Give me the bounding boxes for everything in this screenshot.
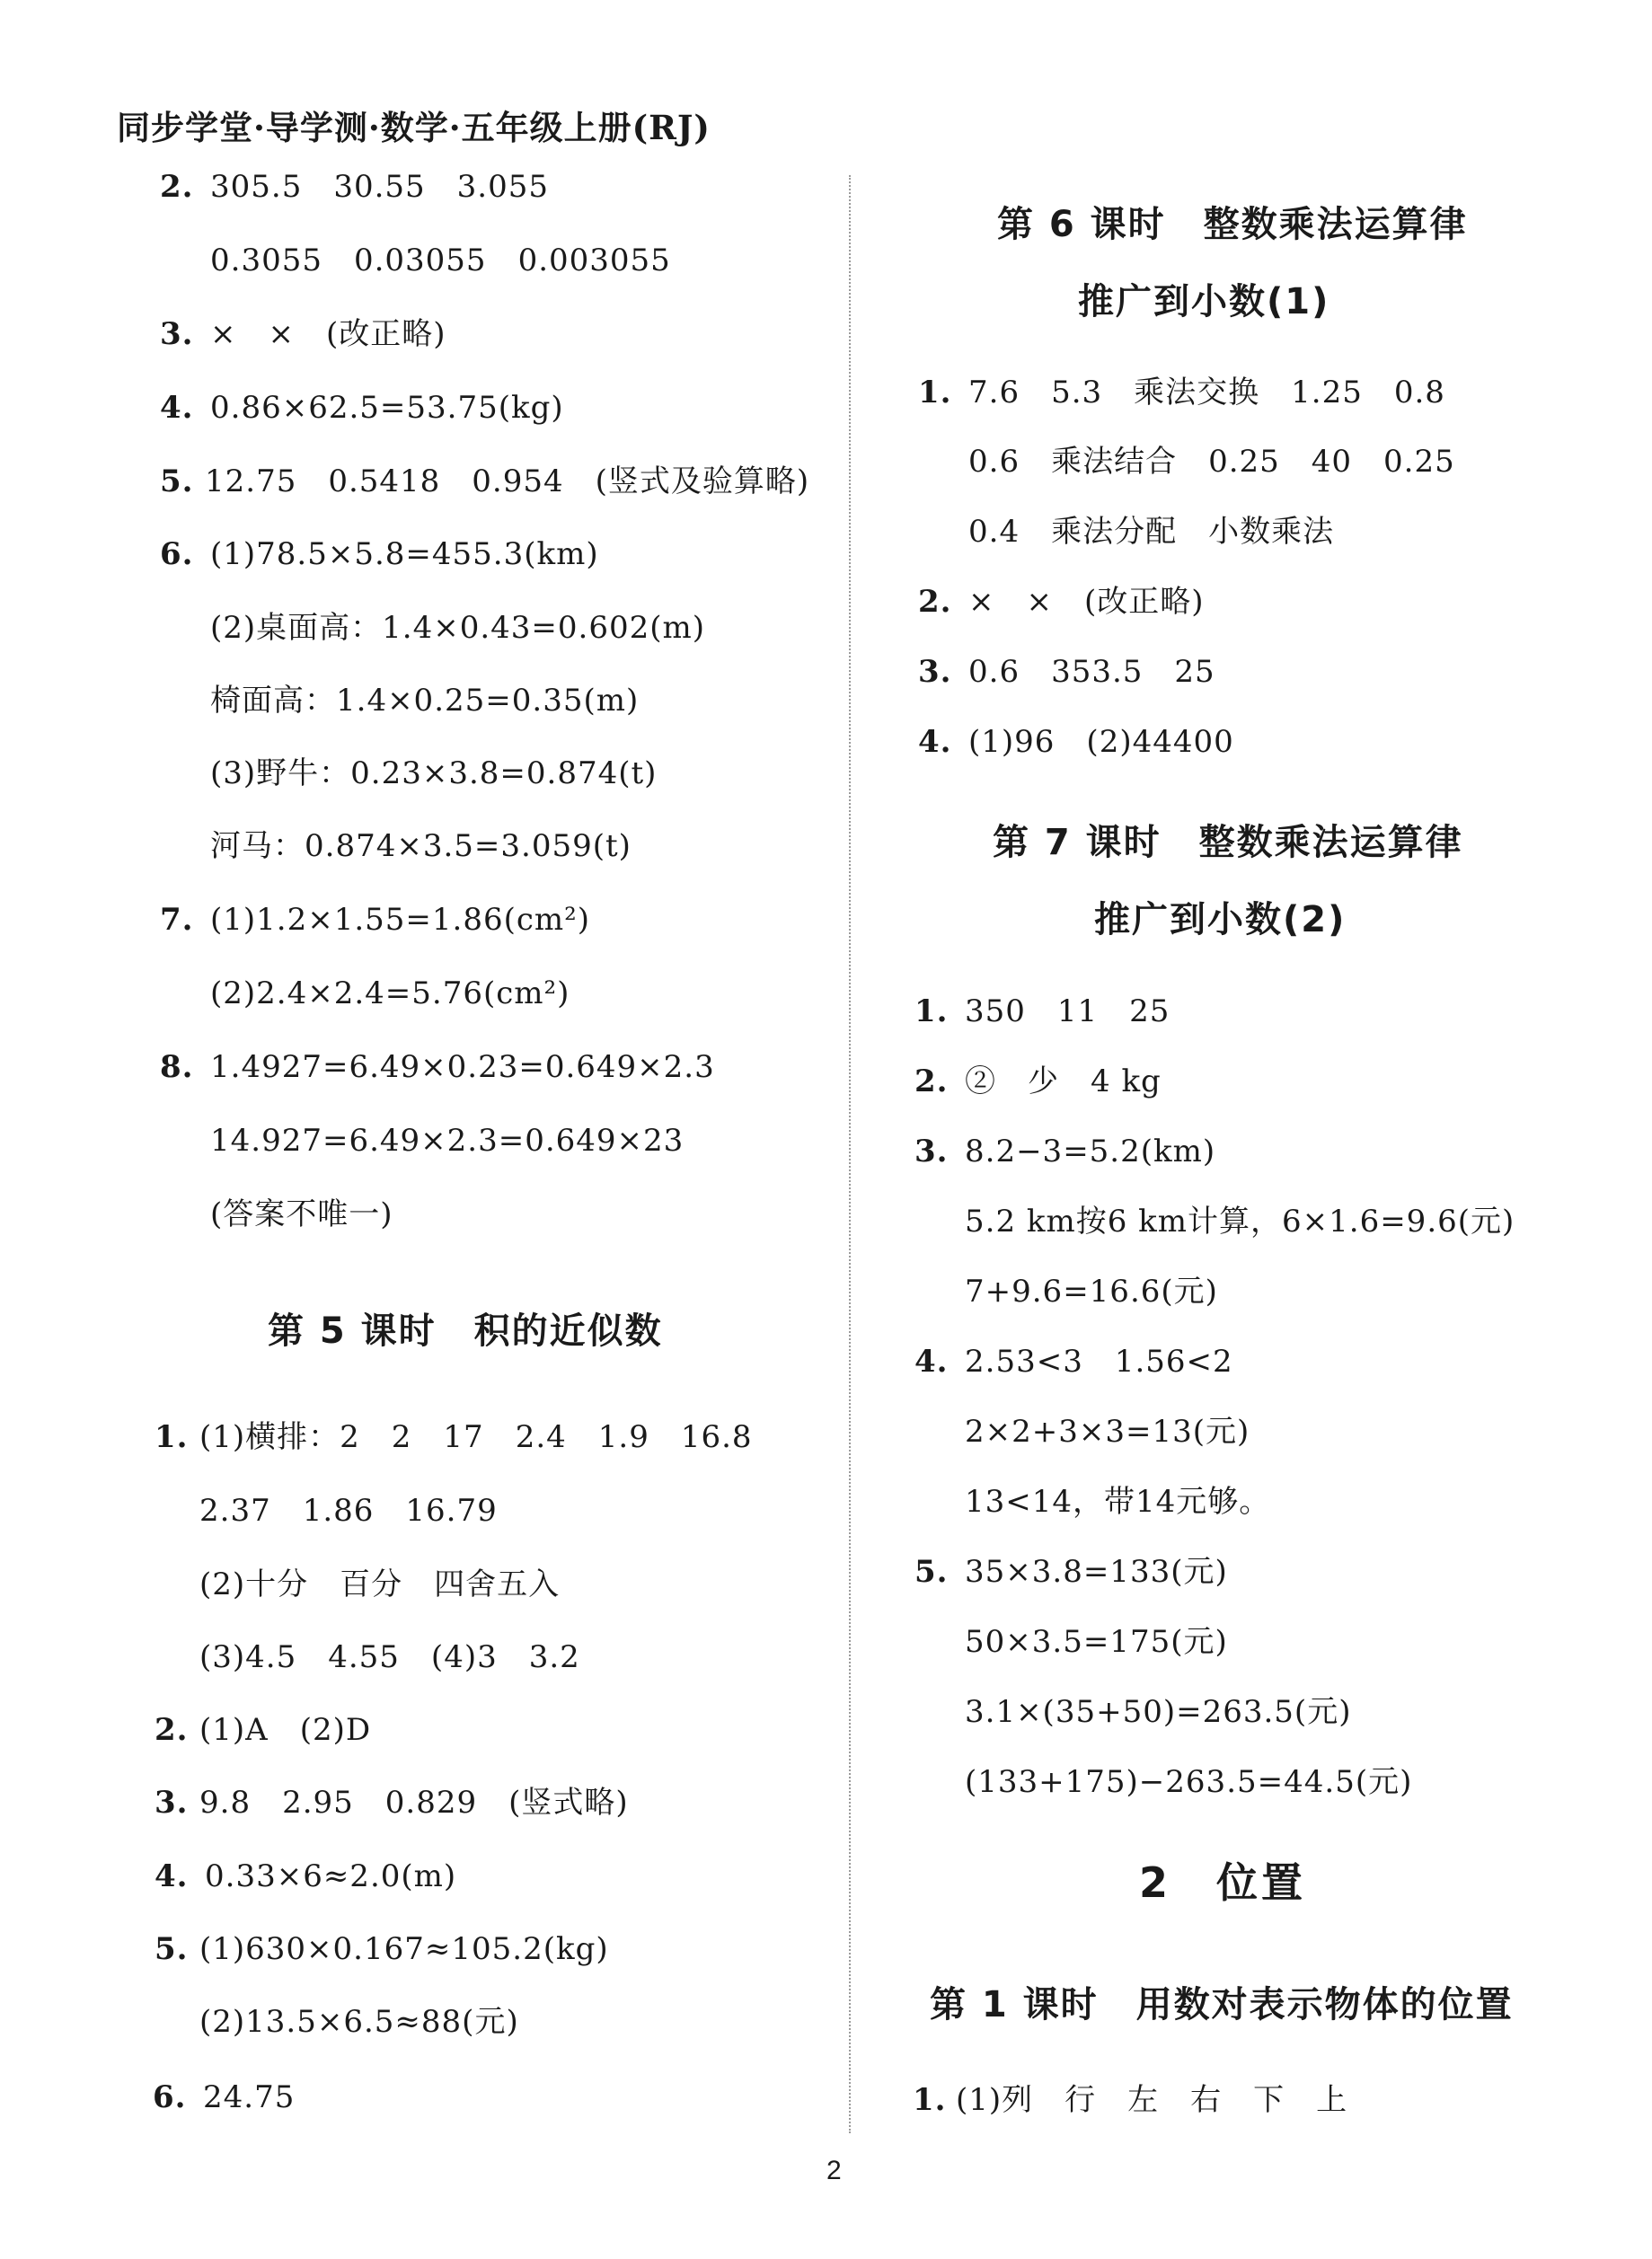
- answer-line: [155, 1712, 371, 1748]
- answer-text: (1)1.2×1.55=1.86(cm²): [210, 902, 591, 938]
- answer-text: (1)列 行 左 右 下 上: [956, 2082, 1348, 2118]
- answer-text: 2×2+3×3=13(元): [965, 1414, 1250, 1450]
- answer-line: [199, 1566, 560, 1602]
- answer-text: (3)4.5 4.55 (4)3 3.2: [199, 1639, 580, 1675]
- answer-text: (1)96 (2)44400: [968, 724, 1234, 760]
- answer-line: [914, 1344, 1233, 1380]
- answer-line: [965, 1764, 1412, 1800]
- lesson-title: 第 1 课时 用数对表示物体的位置: [930, 1984, 1514, 2025]
- answer-line: [199, 1639, 580, 1675]
- answer-line: [968, 514, 1334, 550]
- answer-text: 12.75 0.5418 0.954 (竖式及验算略): [205, 463, 810, 499]
- answer-text: × × (改正略): [968, 584, 1205, 620]
- answer-text: 350 11 25: [965, 993, 1171, 1029]
- answer-text: 305.5 30.55 3.055: [210, 169, 550, 205]
- answer-line: [210, 683, 639, 719]
- answer-text: ② 少 4 kg: [965, 1063, 1162, 1099]
- item-number: 3.: [918, 654, 952, 690]
- answer-text: 8.2−3=5.2(km): [965, 1134, 1216, 1169]
- answer-line: [965, 1484, 1270, 1520]
- answer-line: [210, 975, 570, 1011]
- section-title: 第 5 课时 积的近似数: [268, 1310, 663, 1352]
- item-number: 2.: [160, 169, 194, 205]
- page-header: 同步学堂·导学测·数学·五年级上册(RJ): [117, 108, 711, 147]
- answer-text: 河马：0.874×3.5=3.059(t): [210, 828, 632, 864]
- item-number: 2.: [155, 1712, 189, 1748]
- answer-text: (2)桌面高：1.4×0.43=0.602(m): [210, 610, 706, 646]
- answer-line: [914, 1063, 1162, 1099]
- item-number: 1.: [155, 1419, 189, 1455]
- answer-line: [914, 993, 1170, 1029]
- answer-text: (1)630×0.167≈105.2(kg): [199, 1931, 609, 1967]
- item-number: 4.: [914, 1344, 949, 1380]
- answer-text: 2.37 1.86 16.79: [199, 1493, 498, 1529]
- answer-line: [160, 463, 809, 499]
- answer-text: 1.4927=6.49×0.23=0.649×2.3: [210, 1049, 715, 1085]
- answer-line: [965, 1694, 1351, 1730]
- column-divider: [849, 175, 851, 2133]
- answer-text: (1)A (2)D: [199, 1712, 372, 1748]
- item-number: 1.: [913, 2082, 947, 2118]
- answer-line: [210, 1196, 393, 1232]
- answer-line: [965, 1624, 1228, 1660]
- answer-text: 0.3055 0.03055 0.003055: [210, 243, 671, 278]
- item-number: 5.: [160, 463, 194, 499]
- item-number: 4.: [155, 1858, 189, 1894]
- answer-line: [160, 316, 446, 352]
- section-title: 第 7 课时 整数乘法运算律: [993, 822, 1463, 863]
- answer-line: [210, 610, 705, 646]
- answer-line: [210, 828, 632, 864]
- item-number: 4.: [918, 724, 952, 760]
- answer-text: (1)78.5×5.8=455.3(km): [210, 536, 599, 572]
- answer-line: [155, 1419, 753, 1455]
- answer-text: (答案不唯一): [210, 1196, 393, 1232]
- answer-line: [210, 243, 671, 278]
- section-title: 第 6 课时 整数乘法运算律: [997, 204, 1468, 245]
- answer-line: [199, 2004, 519, 2040]
- answer-text: 13<14，带14元够。: [965, 1484, 1271, 1520]
- answer-line: [965, 1414, 1250, 1450]
- answer-line: [965, 1204, 1515, 1240]
- item-number: 6.: [153, 2079, 187, 2115]
- answer-line: [160, 902, 590, 938]
- answer-line: [210, 755, 657, 791]
- answer-text: 5.2 km按6 km计算，6×1.6=9.6(元): [965, 1204, 1515, 1240]
- item-number: 4.: [160, 390, 194, 426]
- answer-text: 35×3.8=133(元): [965, 1554, 1228, 1590]
- answer-line: [160, 169, 549, 205]
- answer-line: [914, 1134, 1215, 1169]
- item-number: 2.: [914, 1063, 949, 1099]
- item-number: 3.: [914, 1134, 949, 1169]
- answer-text: 24.75: [203, 2079, 296, 2115]
- answer-line: [965, 1274, 1218, 1310]
- answer-text: (2)2.4×2.4=5.76(cm²): [210, 975, 570, 1011]
- answer-text: 14.927=6.49×2.3=0.649×23: [210, 1123, 685, 1159]
- answer-line: [155, 1931, 609, 1967]
- answer-text: (3)野牛：0.23×3.8=0.874(t): [210, 755, 658, 791]
- answer-text: 0.86×62.5=53.75(kg): [210, 390, 564, 426]
- answer-line: [918, 584, 1205, 620]
- answer-line: [918, 724, 1234, 760]
- item-number: 3.: [160, 316, 194, 352]
- answer-text: (1)横排：2 2 17 2.4 1.9 16.8: [199, 1419, 753, 1455]
- unit-title: 2 位置: [1139, 1858, 1307, 1907]
- item-number: 1.: [918, 375, 952, 410]
- item-number: 5.: [155, 1931, 189, 1967]
- answer-text: (2)十分 百分 四舍五入: [199, 1566, 561, 1602]
- section-subtitle: 推广到小数(2): [1094, 899, 1347, 940]
- answer-line: [918, 375, 1445, 410]
- answer-line: [160, 1049, 715, 1085]
- answer-text: 9.8 2.95 0.829 (竖式略): [199, 1785, 629, 1821]
- page-number: 2: [826, 2156, 842, 2185]
- item-number: 1.: [914, 993, 949, 1029]
- answer-text: 0.4 乘法分配 小数乘法: [968, 514, 1335, 550]
- item-number: 3.: [155, 1785, 189, 1821]
- answer-line: [914, 1554, 1228, 1590]
- answer-text: 0.33×6≈2.0(m): [205, 1858, 457, 1894]
- answer-line: [210, 1123, 684, 1159]
- answer-line: [160, 390, 564, 426]
- item-number: 8.: [160, 1049, 194, 1085]
- answer-line: [918, 654, 1215, 690]
- answer-line: [968, 444, 1455, 480]
- answer-text: × × (改正略): [210, 316, 446, 352]
- answer-text: 椅面高：1.4×0.25=0.35(m): [210, 683, 640, 719]
- item-number: 7.: [160, 902, 194, 938]
- answer-text: (133+175)−263.5=44.5(元): [965, 1764, 1413, 1800]
- item-number: 2.: [918, 584, 952, 620]
- answer-text: (2)13.5×6.5≈88(元): [199, 2004, 519, 2040]
- answer-text: 0.6 乘法结合 0.25 40 0.25: [968, 444, 1455, 480]
- answer-text: 2.53<3 1.56<2: [965, 1344, 1233, 1380]
- item-number: 5.: [914, 1554, 949, 1590]
- answer-line: [199, 1493, 498, 1529]
- answer-line: [913, 2082, 1347, 2118]
- answer-line: [153, 2079, 295, 2115]
- item-number: 6.: [160, 536, 194, 572]
- answer-text: 7.6 5.3 乘法交换 1.25 0.8: [968, 375, 1445, 410]
- answer-line: [160, 536, 599, 572]
- answer-text: 0.6 353.5 25: [968, 654, 1215, 690]
- answer-text: 3.1×(35+50)=263.5(元): [965, 1694, 1352, 1730]
- answer-line: [155, 1785, 629, 1821]
- answer-text: 50×3.5=175(元): [965, 1624, 1228, 1660]
- answer-line: [155, 1858, 456, 1894]
- section-subtitle: 推广到小数(1): [1078, 281, 1330, 322]
- answer-text: 7+9.6=16.6(元): [965, 1274, 1218, 1310]
